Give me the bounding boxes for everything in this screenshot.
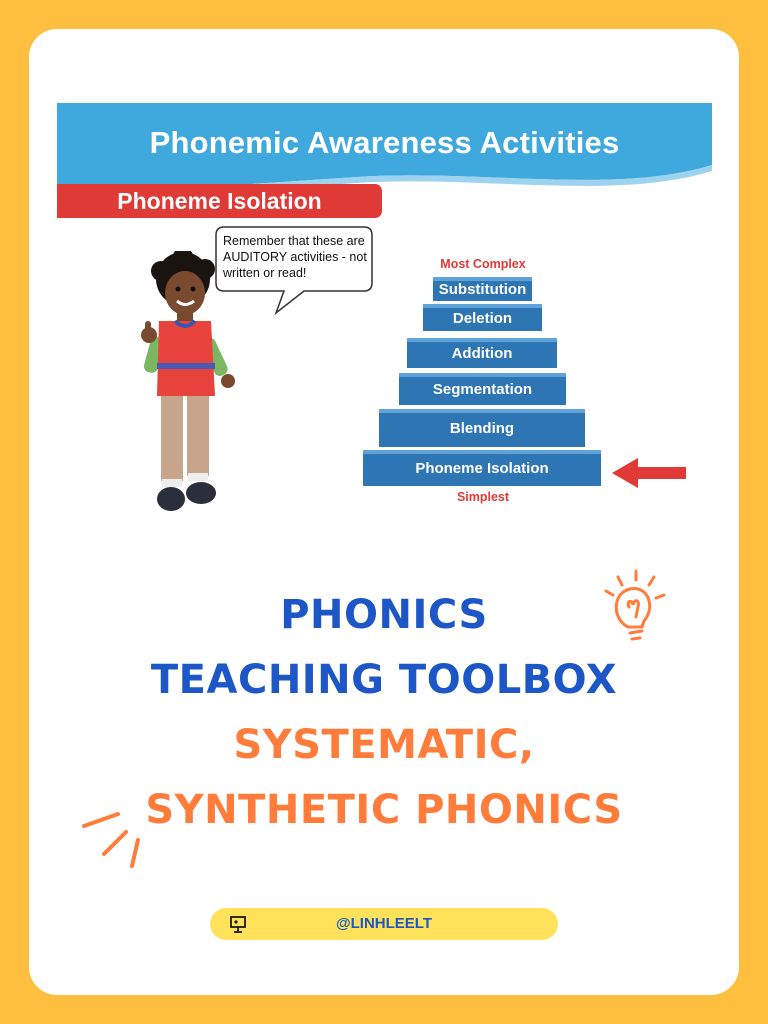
- pyramid-step-blending: Blending: [379, 409, 585, 447]
- slide-subtitle: Phoneme Isolation: [117, 188, 322, 214]
- sparkle-rays-icon: [80, 808, 145, 873]
- simplest-label: Simplest: [456, 490, 510, 504]
- arrow-left-icon: [612, 456, 687, 490]
- pyramid-step-deletion: Deletion: [423, 304, 542, 331]
- headline-line-4: SYNTHETIC PHONICS: [145, 787, 623, 833]
- headline-line-3: SYSTEMATIC,: [233, 722, 535, 768]
- speech-bubble-text: Remember that these are AUDITORY activities - not written or read!: [223, 234, 367, 280]
- child-illustration: [135, 251, 245, 516]
- social-handle[interactable]: @LINHLEELT: [335, 915, 432, 932]
- social-handle-bar: [210, 908, 558, 940]
- subtitle-banner: [57, 184, 382, 218]
- slide-image: [57, 103, 712, 515]
- headline-line-2: TEACHING TOOLBOX: [150, 657, 618, 703]
- slide-title: Phonemic Awareness Activities: [149, 125, 620, 160]
- pyramid-step-phoneme-isolation: Phoneme Isolation: [363, 450, 601, 486]
- pyramid-step-substitution: Substitution: [433, 277, 532, 301]
- pyramid-step-segmentation: Segmentation: [399, 373, 566, 405]
- pyramid-step-addition: Addition: [407, 338, 557, 368]
- headline-line-1: PHONICS: [280, 592, 488, 638]
- most-complex-label: Most Complex: [440, 257, 526, 271]
